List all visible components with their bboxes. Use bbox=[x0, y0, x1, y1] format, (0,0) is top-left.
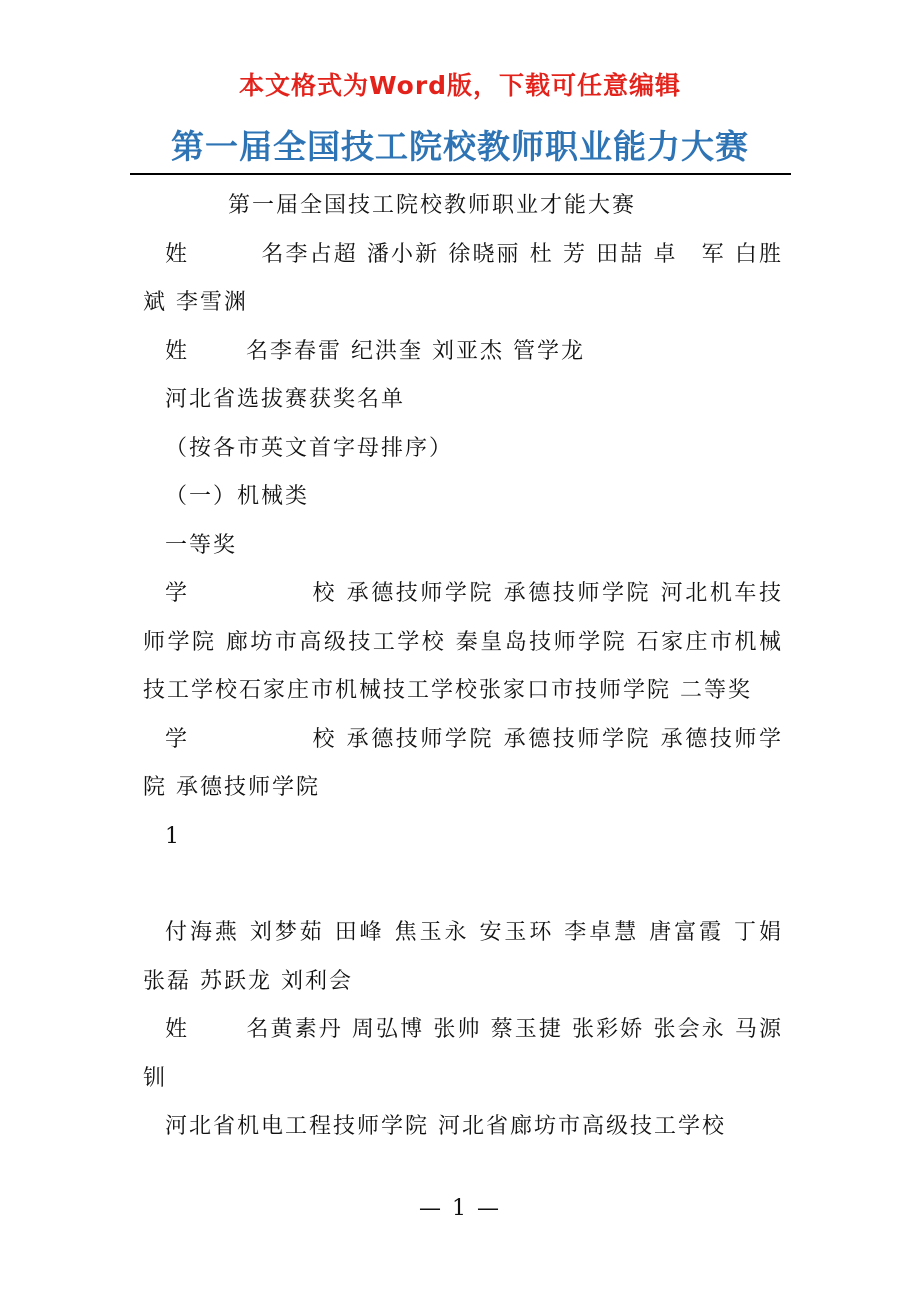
inline-page-number: 1 bbox=[165, 823, 181, 849]
name-list-line: 姓 名李占超 潘小新 徐晓丽 杜 芳 田喆 卓 军 白胜斌 李雪渊 bbox=[143, 241, 783, 315]
title-rule bbox=[130, 173, 791, 175]
section-heading: 河北省选拔赛获奖名单 bbox=[165, 387, 406, 412]
name-list-line: 姓 名黄素丹 周弘博 张帅 蔡玉捷 张彩娇 张会永 马源钏 bbox=[143, 1017, 783, 1091]
school-list-line: 河北省机电工程技师学院 河北省廊坊市高级技工学校 bbox=[165, 1114, 726, 1139]
section-note: （按各市英文首字母排序） bbox=[165, 435, 454, 461]
school-list-line: 学 校 承德技师学院 承德技师学院 河北机车技师学院 廊坊市高级技工学校 秦皇岛技师学院 石家庄市机械技工学校石家庄市机械技工学校张家口市技师学院 二等奖 bbox=[143, 581, 783, 703]
name-list-line: 姓 名李春雷 纪洪奎 刘亚杰 管学龙 bbox=[165, 338, 585, 364]
name-list-line: 付海燕 刘梦茹 田峰 焦玉永 安玉环 李卓慧 唐富霞 丁娟 张磊 苏跃龙 刘利会 bbox=[143, 920, 783, 994]
document-title: 第一届全国技工院校教师职业能力大赛 bbox=[171, 127, 749, 166]
document-body bbox=[143, 182, 783, 1152]
subtitle-line: 第一届全国技工院校教师职业才能大赛 bbox=[228, 193, 637, 218]
category-heading: （一）机械类 bbox=[165, 484, 310, 509]
page-footer-number: — 1 — bbox=[419, 1196, 501, 1221]
word-format-notice: 本文格式为Word版，下载可任意编辑 bbox=[238, 71, 682, 100]
blank-gap bbox=[143, 861, 783, 909]
award-level: 一等奖 bbox=[165, 532, 238, 558]
school-list-line: 学 校 承德技师学院 承德技师学院 承德技师学院 承德技师学院 bbox=[143, 726, 783, 800]
